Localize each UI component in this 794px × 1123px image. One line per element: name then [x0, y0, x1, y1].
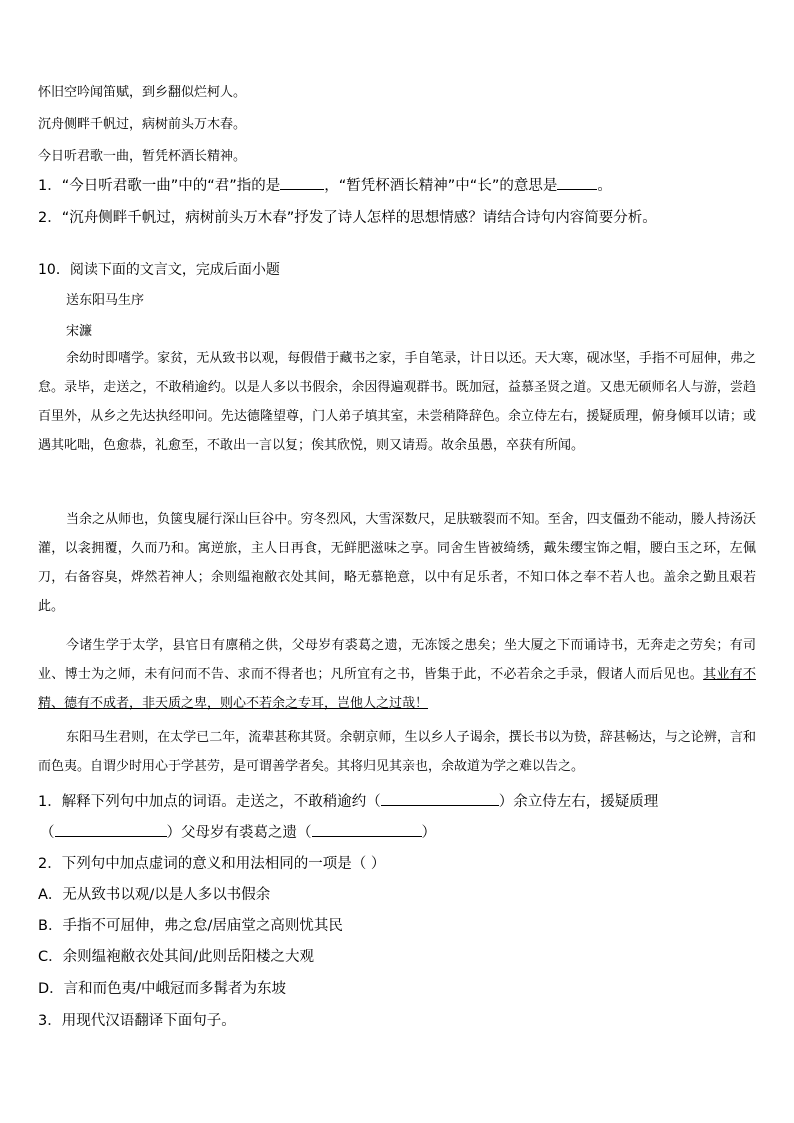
- question-10-2: 2．下列句中加点虚词的意义和用法相同的一项是（ ）: [38, 856, 386, 872]
- option-d[interactable]: D．言和而色夷/中峨冠而多髯者为东坡: [38, 981, 287, 997]
- question-10-1-text-d: ）父母岁有裘葛之遗（: [166, 825, 312, 841]
- poem-line-3: 今日听君歌一曲，暂凭杯酒长精神。: [38, 149, 247, 164]
- passage-paragraph-1: 余幼时即嗜学。家贫，无从致书以观，每假借于藏书之家，手自笔录，计日以还。天大寒，砚冰坚，手指不可屈伸，弗之怠。录毕，走送之，不敢稍逾约。以是人多以书假余，余因得遍观群书。既加冠，益慕圣贤之道。又患无硕师名人与游，尝趋百里外，从乡之先达执经叩问。先达德隆望尊，门人弟子填其室，未尝稍降辞色。余立侍左右，援疑质理，俯身倾耳以请；或遇其叱咄，色愈恭，礼愈至，不敢出一言以复；俟其欣悦，则又请焉。故余虽愚，卒获有所闻。: [38, 351, 756, 453]
- question-9-1: [38, 174, 612, 195]
- passage-underlined-sentence: 其业有不精、德有不成者，非天质之卑，则心不若余之专耳，岂他人之过哉！: [38, 667, 756, 711]
- passage-paragraph-3: [38, 631, 756, 718]
- question-10-1-text-e: ）: [421, 825, 436, 841]
- question-10-1-text-a: 1．解释下列句中加点的词语。走送之，不敢稍逾约（: [38, 794, 381, 810]
- answer-blank[interactable]: [557, 175, 597, 190]
- answer-blank[interactable]: [55, 822, 167, 837]
- question-10-1-text-b: ）余立侍左右，援疑质理: [498, 794, 659, 810]
- answer-blank[interactable]: [312, 822, 422, 837]
- passage-paragraph-3-text: 今诸生学于太学，县官日有廪稍之供，父母岁有裘葛之遗，无冻馁之患矣；坐大厦之下而诵诗书，无奔走之劳矣；有司业、博士为之师，未有问而不告、求而不得者也；凡所宜有之书，皆集于此，不必若余之手录，假诸人而后见也。: [38, 638, 756, 682]
- answer-blank[interactable]: [381, 791, 499, 806]
- option-a[interactable]: A．无从致书以观/以是人多以书假余: [38, 887, 271, 903]
- passage-paragraph-4: 东阳马生君则，在太学已二年，流辈甚称其贤。余朝京师，生以乡人子谒余，撰长书以为贽，辞甚畅达，与之论辨，言和而色夷。自谓少时用心于学甚劳，是可谓善学者矣。其将归见其亲也，余故道为学之难以告之。: [38, 730, 756, 774]
- answer-blank[interactable]: [280, 175, 324, 190]
- passage-paragraph-2: 当余之从师也，负箧曳屣行深山巨谷中。穷冬烈风，大雪深数尺，足肤皲裂而不知。至舍，四支僵劲不能动，媵人持汤沃灌，以衾拥覆，久而乃和。寓逆旅，主人日再食，无鲜肥滋味之享。同舍生皆被绮绣，戴朱缨宝饰之帽，腰白玉之环，左佩刀，右备容臭，烨然若神人；余则缊袍敝衣处其间，略无慕艳意，以中有足乐者，不知口体之奉不若人也。盖余之勤且艰若此。: [38, 512, 756, 614]
- question-9-1-text-b: ，“暂凭杯酒长精神”中“长”的意思是: [324, 178, 558, 194]
- question-10-3: 3．用现代汉语翻译下面句子。: [38, 1013, 236, 1029]
- option-b[interactable]: B．手指不可屈伸，弗之怠/居庙堂之高则忧其民: [38, 918, 343, 934]
- question-10-1-text-c: （: [40, 825, 55, 841]
- question-9-1-text-c: 。: [597, 178, 612, 194]
- passage-author: 宋濂: [66, 324, 93, 339]
- poem-line-2: 沉舟侧畔千帆过，病树前头万木春。: [38, 117, 247, 132]
- question-10-heading: 10．阅读下面的文言文，完成后面小题: [38, 262, 280, 278]
- option-c[interactable]: C．余则缊袍敝衣处其间/此则岳阳楼之大观: [38, 949, 315, 965]
- question-9-2: 2．“沉舟侧畔千帆过，病树前头万木春”抒发了诗人怎样的思想情感？请结合诗句内容简要分析。: [38, 210, 657, 226]
- question-10-1-line-2: [40, 821, 436, 842]
- question-10-1-line-1: [38, 790, 658, 811]
- passage-title: 送东阳马生序: [66, 293, 145, 308]
- poem-line-1: 怀旧空吟闻笛赋，到乡翻似烂柯人。: [38, 85, 247, 100]
- question-9-1-text-a: 1．“今日听君歌一曲”中的“君”指的是: [38, 178, 281, 194]
